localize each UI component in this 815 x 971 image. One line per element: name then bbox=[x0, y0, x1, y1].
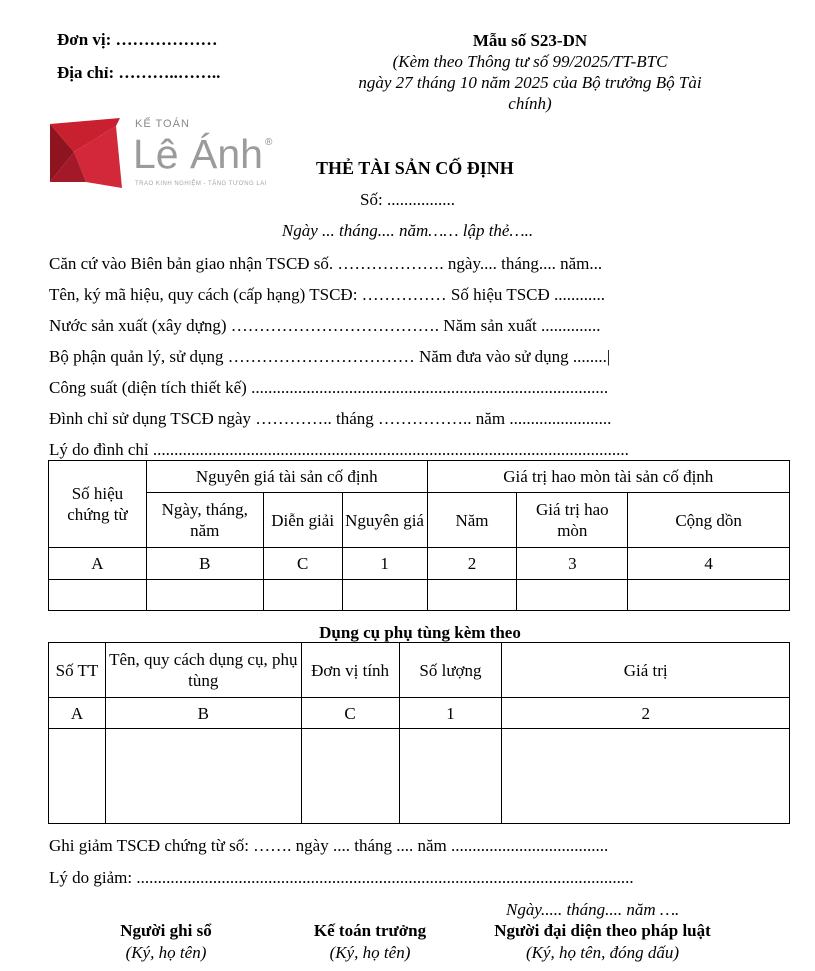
code-cell: B bbox=[146, 548, 263, 580]
logo-top-text: KẾ TOÁN bbox=[135, 118, 190, 130]
field-handover-minutes: Căn cứ vào Biên bản giao nhận TSCĐ số. ………………. ngày.... tháng.... năm... bbox=[49, 254, 603, 273]
signer-role: Người ghi sổ bbox=[120, 921, 212, 940]
code-cell: 4 bbox=[628, 548, 790, 580]
empty-cell bbox=[517, 580, 628, 611]
field-country: Nước sản xuất (xây dựng) ………………………………. Năm sản xuất .............. bbox=[49, 316, 601, 335]
signer-role: Người đại diện theo pháp luật bbox=[494, 921, 711, 940]
code-cell: C bbox=[301, 698, 399, 729]
empty-cell bbox=[49, 580, 147, 611]
sign-date: Ngày..... tháng.... năm …. bbox=[506, 900, 680, 919]
card-number: Số: ................ bbox=[360, 190, 455, 209]
col-year: Năm bbox=[427, 493, 517, 548]
col-depreciation-value: Giá trị hao mòn bbox=[517, 493, 628, 548]
signer-note: (Ký, họ tên) bbox=[329, 943, 411, 962]
logo-slogan: TRAO KINH NGHIỆM - TẶNG TƯƠNG LAI bbox=[135, 181, 267, 187]
logo-name: Lê Ánh bbox=[133, 131, 263, 177]
code-cell: 3 bbox=[517, 548, 628, 580]
page-title: THẺ TÀI SẢN CỐ ĐỊNH bbox=[316, 158, 514, 178]
code-cell: 1 bbox=[399, 698, 502, 729]
code-cell: 1 bbox=[342, 548, 427, 580]
logo-registered: ® bbox=[265, 137, 273, 148]
empty-cell bbox=[399, 729, 502, 824]
empty-cell bbox=[427, 580, 517, 611]
code-cell: 2 bbox=[427, 548, 517, 580]
signer-chief-accountant bbox=[270, 920, 470, 964]
form-code: Mẫu số S23-DN bbox=[472, 31, 588, 50]
col-date: Ngày, tháng, năm bbox=[146, 493, 263, 548]
signer-role: Kế toán trưởng bbox=[313, 921, 427, 940]
field-suspension-date: Đình chỉ sử dụng TSCĐ ngày ………….. tháng …………….. năm ........................ bbox=[49, 409, 612, 428]
card-date: Ngày ... tháng.... năm…… lập thẻ….. bbox=[281, 221, 534, 240]
circular-line3: chính) bbox=[508, 94, 552, 113]
code-cell: A bbox=[49, 698, 106, 729]
signer-recorder bbox=[66, 920, 266, 964]
col-cost: Nguyên giá bbox=[342, 493, 427, 548]
circular-line1: (Kèm theo Thông tư số 99/2025/TT-BTC bbox=[392, 52, 668, 71]
col-unit: Đơn vị tính bbox=[301, 643, 399, 698]
code-cell: B bbox=[105, 698, 301, 729]
code-cell: A bbox=[49, 548, 147, 580]
group-depreciation: Giá trị hao mòn tài sản cố định bbox=[427, 461, 789, 493]
field-asset-name: Tên, ký mã hiệu, quy cách (cấp hạng) TSCĐ: …………… Số hiệu TSCĐ ............ bbox=[49, 285, 606, 304]
code-cell: 2 bbox=[502, 698, 790, 729]
logo-mark-icon bbox=[50, 118, 122, 188]
decrease-reason-line: Lý do giảm: ..................................................................................................................... bbox=[49, 868, 634, 887]
tools-table bbox=[48, 642, 790, 824]
col-quantity: Số lượng bbox=[399, 643, 502, 698]
address-label: Địa chỉ: ………..…….. bbox=[57, 63, 221, 82]
signer-legal-representative bbox=[470, 920, 735, 964]
empty-cell bbox=[105, 729, 301, 824]
col-ordinal: Số TT bbox=[49, 643, 106, 698]
circular-line2: ngày 27 tháng 10 năm 2025 của Bộ trưởng Bộ Tài bbox=[358, 73, 702, 92]
field-department: Bộ phận quản lý, sử dụng …………………………… Năm đưa vào sử dụng ........| bbox=[49, 347, 611, 366]
empty-cell bbox=[342, 580, 427, 611]
empty-cell bbox=[502, 729, 790, 824]
col-value: Giá trị bbox=[502, 643, 790, 698]
decrease-line: Ghi giảm TSCĐ chứng từ số: ……. ngày .... tháng .... năm ..................................... bbox=[49, 836, 609, 855]
col-description: Diễn giải bbox=[263, 493, 342, 548]
group-original-cost: Nguyên giá tài sản cố định bbox=[146, 461, 427, 493]
code-cell: C bbox=[263, 548, 342, 580]
field-capacity: Công suất (diện tích thiết kế) .................................................................................... bbox=[49, 378, 609, 397]
field-suspension-reason: Lý do đình chỉ ................................................................................................................ bbox=[49, 440, 629, 459]
col-cumulative: Cộng dồn bbox=[628, 493, 790, 548]
col-tool-name: Tên, quy cách dụng cụ, phụ tùng bbox=[105, 643, 301, 698]
empty-cell bbox=[49, 729, 106, 824]
empty-cell bbox=[146, 580, 263, 611]
unit-label: Đơn vị: ……………… bbox=[57, 30, 218, 49]
empty-cell bbox=[263, 580, 342, 611]
tools-table-title: Dụng cụ phụ tùng kèm theo bbox=[319, 623, 521, 642]
asset-value-table bbox=[48, 460, 790, 611]
empty-cell bbox=[301, 729, 399, 824]
form-info bbox=[330, 30, 730, 114]
signer-note: (Ký, họ tên, đóng dấu) bbox=[526, 943, 679, 962]
empty-cell bbox=[628, 580, 790, 611]
col-doc-number: Số hiệu chứng từ bbox=[49, 461, 147, 548]
signer-note: (Ký, họ tên) bbox=[125, 943, 207, 962]
